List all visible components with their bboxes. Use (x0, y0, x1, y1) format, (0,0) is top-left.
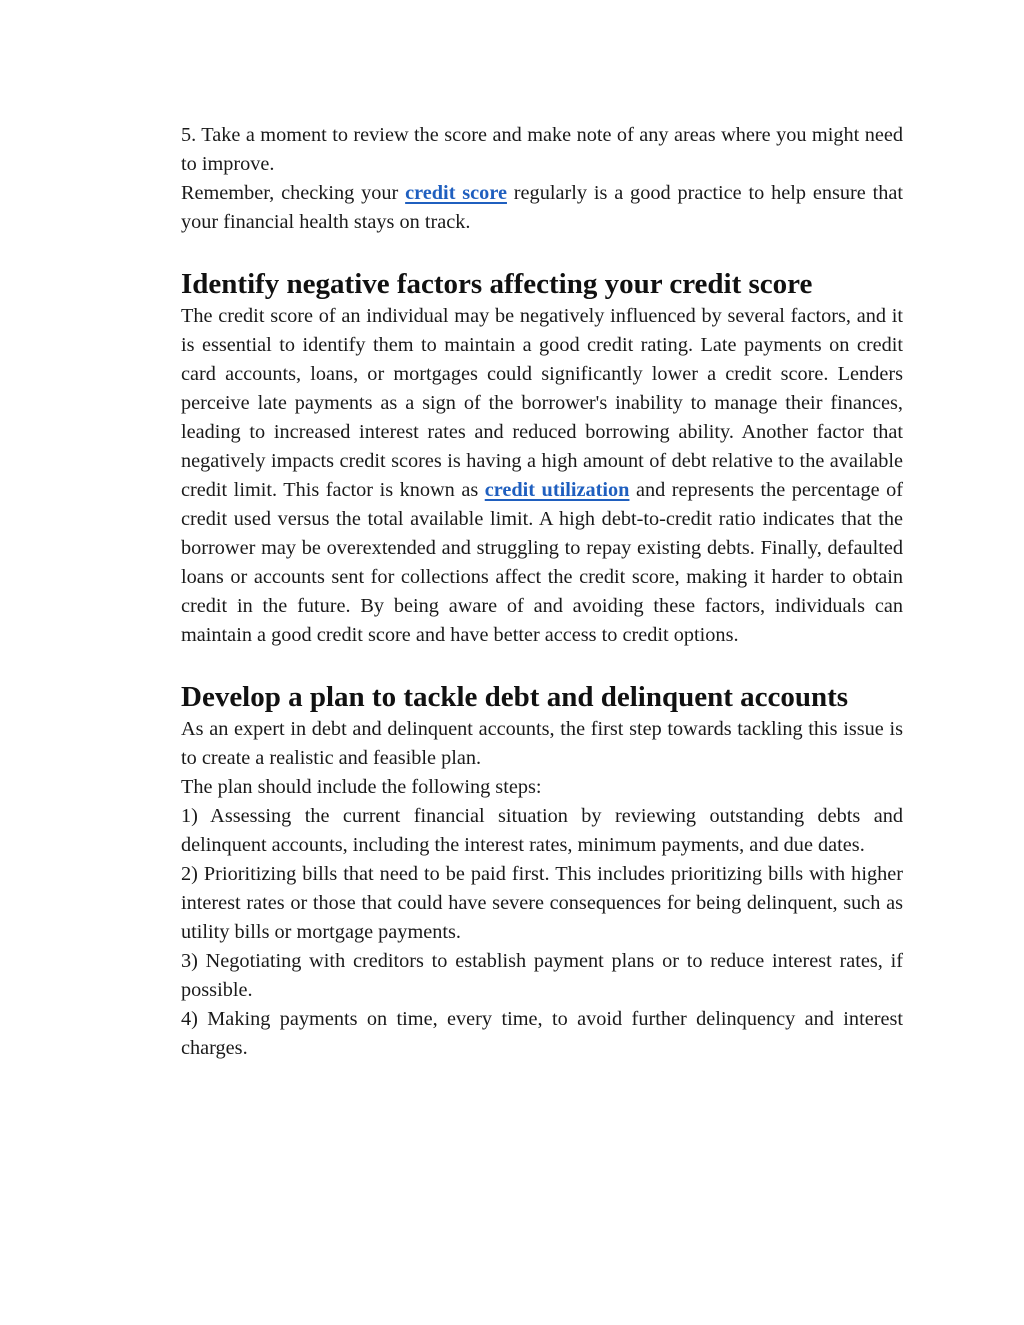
negative-text-after: and represents the percentage of credit used versus the total available limit. A high debt-to-credit ratio indicates that the borrower may be overextended and struggling to repay existing debts. Finally, defaulted loans or accounts sent for collections affect the credit score, making it harder to obtain credit in the future. By being aware of and avoiding these factors, individuals can maintain a good credit score and have better access to credit options. (181, 479, 903, 646)
credit-score-link[interactable]: credit score (405, 182, 507, 204)
step-5-paragraph: 5. Take a moment to review the score and make note of any areas where you might need to improve. (181, 124, 903, 175)
negative-factors-paragraph (181, 302, 903, 650)
plan-step-4: 4) Making payments on time, every time, to avoid further delinquency and interest charges. (181, 1008, 903, 1059)
remember-text-before: Remember, checking your (181, 182, 406, 204)
credit-utilization-link[interactable]: credit utilization (484, 479, 630, 501)
spacer (181, 650, 903, 679)
remember-text-after: regularly is a good practice to help ensure that your financial health stays on track. (181, 182, 904, 233)
negative-factors-heading: Identify negative factors affecting your credit score (181, 268, 813, 300)
negative-text-before: The credit score of an individual may be negatively influenced by several factors, and it is essential to identify them to maintain a good credit rating. Late payments on credit card accounts, loans, or mortgages could significantly lower a credit score. Lenders perceive late payments as a sign of the borrower's inability to manage their finances, leading to increased interest rates and reduced borrowing ability. Another factor that negatively impacts credit scores is having a high amount of debt relative to the available credit limit. This factor is known as (181, 305, 903, 501)
spacer (181, 237, 903, 266)
plan-step-2: 2) Prioritizing bills that need to be paid first. This includes prioritizing bills with higher interest rates or those that could have severe consequences for being delinquent, such as utility bills or mortgage payments. (181, 863, 903, 943)
document-page (181, 121, 903, 1063)
plan-step-1: 1) Assessing the current financial situation by reviewing outstanding debts and delinquent accounts, including the interest rates, minimum payments, and due dates. (181, 805, 903, 856)
plan-steps-intro: The plan should include the following steps: (181, 776, 542, 798)
remember-paragraph (181, 179, 903, 237)
plan-step-3: 3) Negotiating with creditors to establish payment plans or to reduce interest rates, if possible. (181, 950, 903, 1001)
plan-intro-paragraph: As an expert in debt and delinquent accounts, the first step towards tackling this issue is to create a realistic and feasible plan. (181, 718, 903, 769)
debt-plan-heading: Develop a plan to tackle debt and delinquent accounts (181, 681, 849, 713)
